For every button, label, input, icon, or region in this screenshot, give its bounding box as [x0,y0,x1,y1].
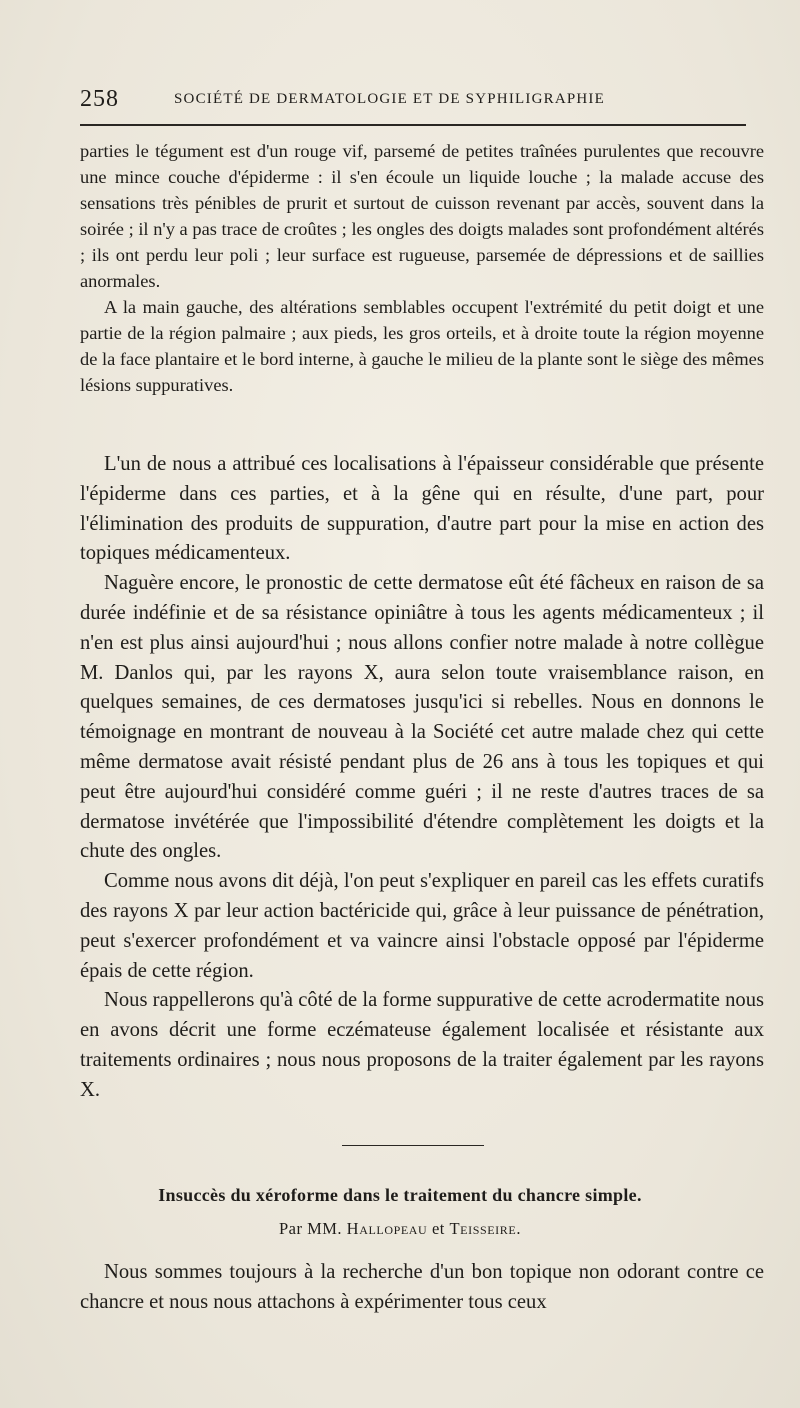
section-divider [342,1145,484,1146]
paragraph: parties le tégument est d'un rouge vif, parsemé de petites traînées purulentes que recouvre une mince couche d'épiderme : il s'en écoule un liquide louche ; la malade accuse des sensations très pénibles de prurit et surtout de cuisson revenant par accès, souvent dans la soirée ; il n'y a pas trace de croûtes ; les ongles des doigts malades sont profondément altérés ; ils ont perdu leur poli ; leur surface est rugueuse, parsemée de dépressions et de saillies anormales. [80,141,764,291]
paragraph: Naguère encore, le pronostic de cette dermatose eût été fâcheux en raison de sa durée indéfinie et de sa résistance opiniâtre à tous les agents médicamenteux ; il n'en est plus ainsi aujourd'hui ; nous allons confier notre malade à notre collègue M. Danlos qui, par les rayons X, aura selon toute vraisemblance raison, en quelques semaines, de ces dermatoses jusqu'ici si rebelles. Nous en donnons le témoignage en montrant de nouveau à la Société cet autre malade chez qui cette même dermatose avait résisté pendant plus de 26 ans à tous les topiques et qui peut être aujourd'hui considéré comme guéri ; il ne reste d'autres traces de sa dermatose invétérée que l'impossibilité d'étendre complètement les doigts et la chute des ongles. [80,572,764,863]
header-rule [80,124,746,126]
discussion-text [80,450,764,1106]
authors-joiner: et [431,1219,445,1238]
article-authors [0,1219,800,1239]
paragraph: L'un de nous a attribué ces localisations à l'épaisseur considérable que présente l'épiderme dans ces parties, et à la gêne qui en résulte, d'une part, pour l'élimination des produits de suppuration, d'autre part pour la mise en action des topiques médicamenteux. [80,453,764,565]
case-description [80,138,764,398]
article-title: Insuccès du xéroforme dans le traitement du chancre simple. [158,1185,642,1205]
authors-prefix: Par MM. [278,1219,343,1238]
paragraph: Nous rappellerons qu'à côté de la forme suppurative de cette acrodermatite nous en avons décrit une forme eczémateuse également localisée et résistante aux traitements ordinaires ; nous nous proposons de la traiter également par les rayons X. [80,989,764,1101]
paragraph: Nous sommes toujours à la recherche d'un bon topique non odorant contre ce chancre et nous nous attachons à expérimenter tous ceux [80,1261,764,1313]
page-number: 258 [80,86,119,112]
author-name: Teisseire. [449,1219,522,1238]
author-name: Hallopeau [346,1219,428,1238]
article-body [80,1258,764,1318]
paragraph: Comme nous avons dit déjà, l'on peut s'expliquer en pareil cas les effets curatifs des rayons X par leur action bactéricide qui, grâce à leur puissance de pénétration, peut s'exercer profondément et va vaincre ainsi l'obstacle opposé par l'épiderme épais de cette région. [80,870,764,982]
running-title: SOCIÉTÉ DE DERMATOLOGIE ET DE SYPHILIGRAPHIE [174,91,605,107]
paragraph: A la main gauche, des altérations semblables occupent l'extrémité du petit doigt et une partie de la région palmaire ; aux pieds, les gros orteils, et à droite toute la région moyenne de la face plantaire et le bord interne, à gauche le milieu de la plante sont le siège des mêmes lésions suppuratives. [80,297,764,395]
page-header [80,86,760,116]
